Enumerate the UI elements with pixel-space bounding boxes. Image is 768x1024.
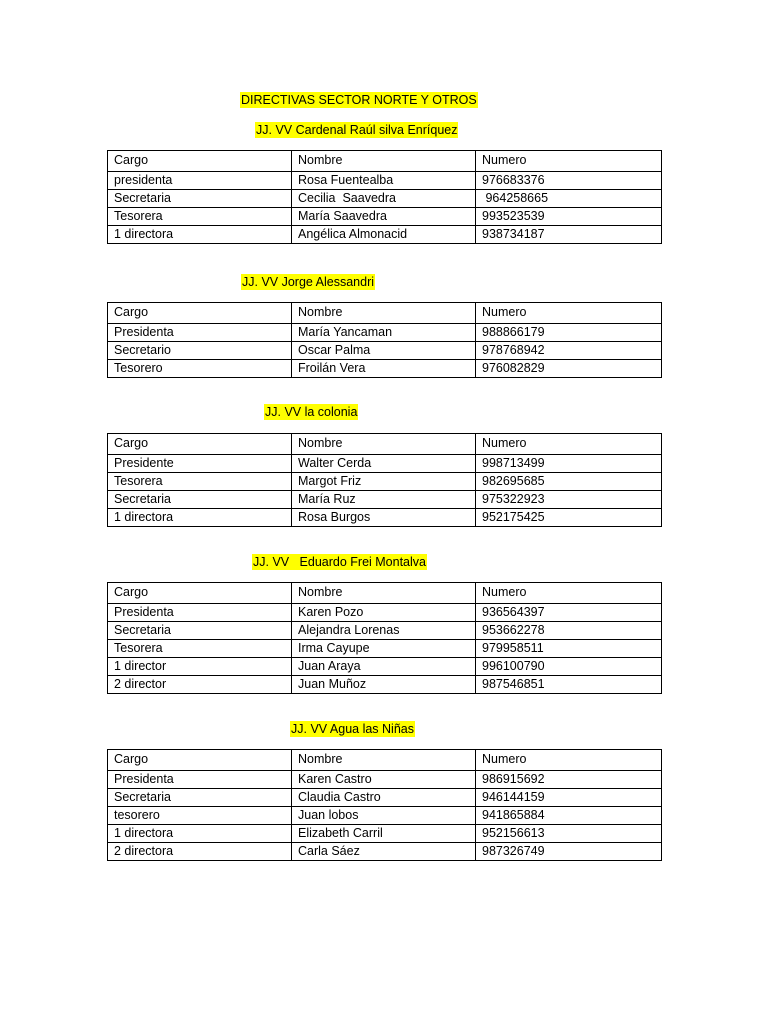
nombre-cell: Alejandra Lorenas [292,622,476,640]
nombre-cell: Juan Muñoz [292,676,476,694]
header-numero: Numero [476,583,662,604]
table-row [108,360,662,378]
section-title-agua-las-ninas: JJ. VV Agua las Niñas [291,722,414,736]
table-row [108,676,662,694]
nombre-cell: Carla Sáez [292,843,476,861]
header-cargo: Cargo [108,583,292,604]
cargo-cell: Presidenta [108,324,292,342]
directiva-table-jorge-alessandri [107,302,662,378]
cargo-cell: Tesorera [108,640,292,658]
table-header-row [108,434,662,455]
section-title-jorge-alessandri: JJ. VV Jorge Alessandri [242,275,375,289]
nombre-cell: Rosa Fuentealba [292,172,476,190]
directiva-table-agua-las-ninas [107,749,662,861]
table-row [108,473,662,491]
page-title: DIRECTIVAS SECTOR NORTE Y OTROS [241,93,477,107]
nombre-cell: Rosa Burgos [292,509,476,527]
numero-cell: 964258665 [476,190,662,208]
table-row [108,604,662,622]
header-numero: Numero [476,750,662,771]
cargo-cell: Secretaria [108,190,292,208]
cargo-cell: Tesorero [108,360,292,378]
cargo-cell: presidenta [108,172,292,190]
header-nombre: Nombre [292,151,476,172]
table-row [108,807,662,825]
nombre-cell: Karen Pozo [292,604,476,622]
nombre-cell: Juan Araya [292,658,476,676]
header-nombre: Nombre [292,750,476,771]
numero-cell: 941865884 [476,807,662,825]
table-row [108,208,662,226]
header-cargo: Cargo [108,151,292,172]
table-row [108,640,662,658]
table-row [108,172,662,190]
numero-cell: 988866179 [476,324,662,342]
nombre-cell: María Yancaman [292,324,476,342]
cargo-cell: tesorero [108,807,292,825]
header-nombre: Nombre [292,303,476,324]
numero-cell: 998713499 [476,455,662,473]
table-header-row [108,750,662,771]
table-row [108,226,662,244]
nombre-cell: Juan lobos [292,807,476,825]
table-row [108,455,662,473]
nombre-cell: Irma Cayupe [292,640,476,658]
numero-cell: 936564397 [476,604,662,622]
numero-cell: 986915692 [476,771,662,789]
section-title-eduardo-frei-montalva: JJ. VV Eduardo Frei Montalva [253,555,426,569]
cargo-cell: 1 directora [108,509,292,527]
table-header-row [108,583,662,604]
cargo-cell: Tesorera [108,473,292,491]
numero-cell: 946144159 [476,789,662,807]
nombre-cell: María Saavedra [292,208,476,226]
cargo-cell: Presidenta [108,771,292,789]
numero-cell: 982695685 [476,473,662,491]
nombre-cell: Froilán Vera [292,360,476,378]
table-row [108,622,662,640]
table-row [108,789,662,807]
nombre-cell: Karen Castro [292,771,476,789]
numero-cell: 938734187 [476,226,662,244]
cargo-cell: 1 directora [108,226,292,244]
table-row [108,825,662,843]
table-header-row [108,151,662,172]
table-row [108,324,662,342]
nombre-cell: Walter Cerda [292,455,476,473]
header-numero: Numero [476,434,662,455]
cargo-cell: Secretaria [108,491,292,509]
table-row [108,509,662,527]
nombre-cell: Oscar Palma [292,342,476,360]
cargo-cell: 2 director [108,676,292,694]
numero-cell: 976082829 [476,360,662,378]
directiva-table-cardenal-raul-silva [107,150,662,244]
numero-cell: 987546851 [476,676,662,694]
numero-cell: 953662278 [476,622,662,640]
cargo-cell: Tesorera [108,208,292,226]
nombre-cell: María Ruz [292,491,476,509]
section-title-cardenal-raul-silva: JJ. VV Cardenal Raúl silva Enríquez [256,123,458,137]
numero-cell: 987326749 [476,843,662,861]
cargo-cell: Presidente [108,455,292,473]
header-nombre: Nombre [292,583,476,604]
table-row [108,190,662,208]
cargo-cell: 2 directora [108,843,292,861]
numero-cell: 975322923 [476,491,662,509]
table-row [108,491,662,509]
nombre-cell: Claudia Castro [292,789,476,807]
nombre-cell: Cecilia Saavedra [292,190,476,208]
table-header-row [108,303,662,324]
cargo-cell: Secretario [108,342,292,360]
table-row [108,342,662,360]
cargo-cell: Presidenta [108,604,292,622]
header-numero: Numero [476,151,662,172]
header-cargo: Cargo [108,303,292,324]
nombre-cell: Angélica Almonacid [292,226,476,244]
cargo-cell: 1 directora [108,825,292,843]
numero-cell: 978768942 [476,342,662,360]
header-cargo: Cargo [108,750,292,771]
header-nombre: Nombre [292,434,476,455]
cargo-cell: Secretaria [108,622,292,640]
numero-cell: 976683376 [476,172,662,190]
section-title-la-colonia: JJ. VV la colonia [265,405,358,419]
numero-cell: 979958511 [476,640,662,658]
numero-cell: 952156613 [476,825,662,843]
nombre-cell: Margot Friz [292,473,476,491]
table-row [108,843,662,861]
header-numero: Numero [476,303,662,324]
table-row [108,658,662,676]
cargo-cell: Secretaria [108,789,292,807]
directiva-table-eduardo-frei-montalva [107,582,662,694]
directiva-table-la-colonia [107,433,662,527]
nombre-cell: Elizabeth Carril [292,825,476,843]
cargo-cell: 1 director [108,658,292,676]
numero-cell: 996100790 [476,658,662,676]
numero-cell: 993523539 [476,208,662,226]
table-row [108,771,662,789]
header-cargo: Cargo [108,434,292,455]
numero-cell: 952175425 [476,509,662,527]
